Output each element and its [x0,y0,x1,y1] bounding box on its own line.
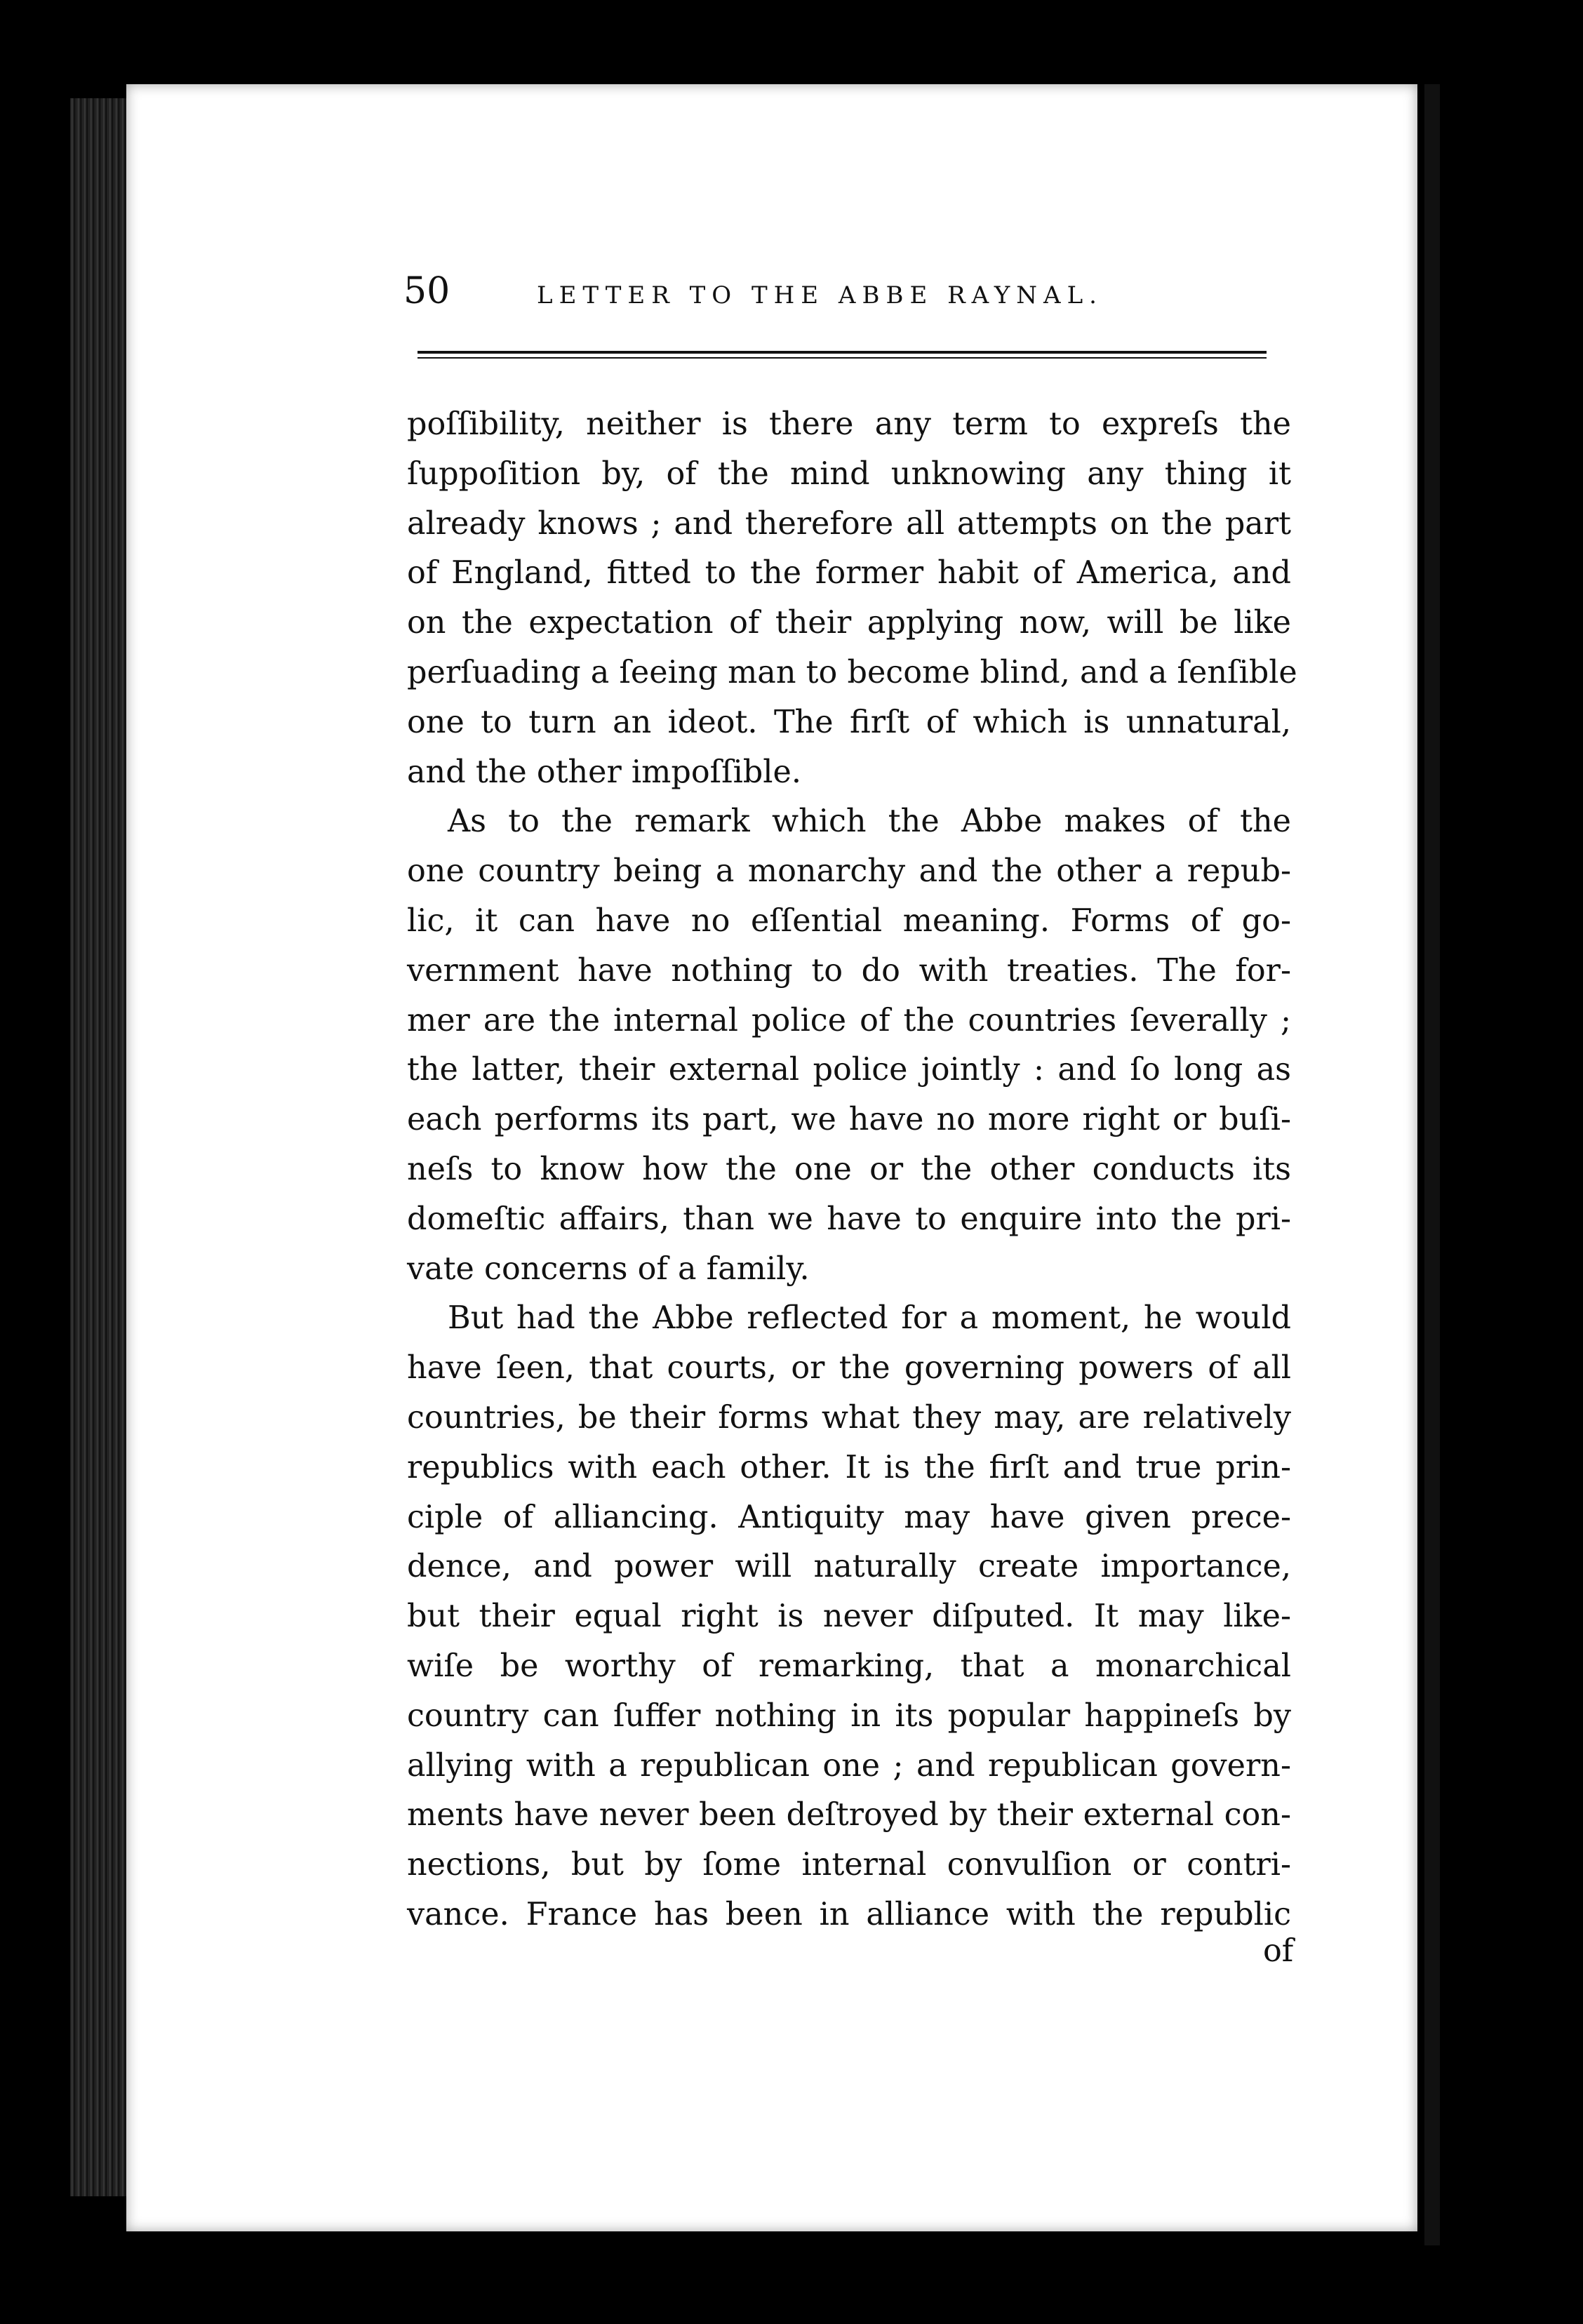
text-line: ciple of alliancing. Antiquity may have given prece- [407,1499,1291,1535]
page-number: 50 [403,270,450,312]
text-line: one to turn an ideot. The firſt of which is unnatural, [407,704,1291,740]
text-line: As to the remark which the Abbe makes of the [448,803,1291,840]
text-line: republics with each other. It is the firſt and true prin- [407,1449,1291,1485]
text-line: vernment have nothing to do with treaties. The for- [407,952,1291,989]
header-rule [418,351,1267,359]
catchword: of [1263,1933,1294,1969]
running-head: LETTER TO THE ABBE RAYNAL. [537,281,1103,309]
text-line: but their equal right is never diſputed. It may like- [407,1598,1291,1635]
text-line: ments have never been deſtroyed by their external con- [407,1797,1291,1834]
body-text [407,400,1297,1940]
text-line: countries, be their forms what they may, are relatively [407,1399,1291,1436]
text-line: allying with a republican one ; and republican govern- [407,1747,1291,1784]
facing-page-edge [1424,84,1440,2245]
text-line: wiſe be worthy of remarking, that a monarchical [407,1648,1291,1684]
text-line: perſuading a ſeeing man to become blind, and a ſenſible [407,654,1297,690]
text-line: vate concerns of a family. [407,1250,810,1287]
text-line: the latter, their external police jointly : and ſo long as [407,1052,1291,1088]
text-line: ſuppoſition by, of the mind unknowing any thing it [407,455,1291,492]
text-line: on the expectation of their applying now, will be like [407,605,1291,641]
text-line: poſſibility, neither is there any term to expreſs the [407,406,1291,442]
text-line: country can ſuffer nothing in its popular happineſs by [407,1697,1291,1734]
text-line: dence, and power will naturally create importance, [407,1549,1291,1585]
page-header [403,270,1270,312]
text-line: already knows ; and therefore all attempts on the part [407,505,1291,542]
text-line: and the other impoſſible. [407,754,802,790]
text-line: one country being a monarchy and the other a repub- [407,853,1291,890]
text-line: of England, fitted to the former habit of America, and [407,555,1291,592]
text-line: But had the Abbe reflected for a moment, he would [448,1300,1291,1337]
text-line: have ſeen, that courts, or the governing powers of all [407,1350,1291,1387]
text-line: lic, it can have no eſſential meaning. Forms of go- [407,902,1291,939]
facing-page [1440,77,1583,2252]
text-line: each performs its part, we have no more right or buſi- [407,1102,1291,1138]
text-line: neſs to know how the one or the other conducts its [407,1151,1291,1187]
text-line: domeſtic affairs, than we have to enquire into the pri- [407,1201,1291,1237]
text-line: vance. France has been in alliance with the republic [407,1896,1291,1932]
text-line: mer are the internal police of the countries ſeverally ; [407,1002,1291,1039]
text-line: nections, but by ſome internal convulſion or contri- [407,1847,1291,1883]
